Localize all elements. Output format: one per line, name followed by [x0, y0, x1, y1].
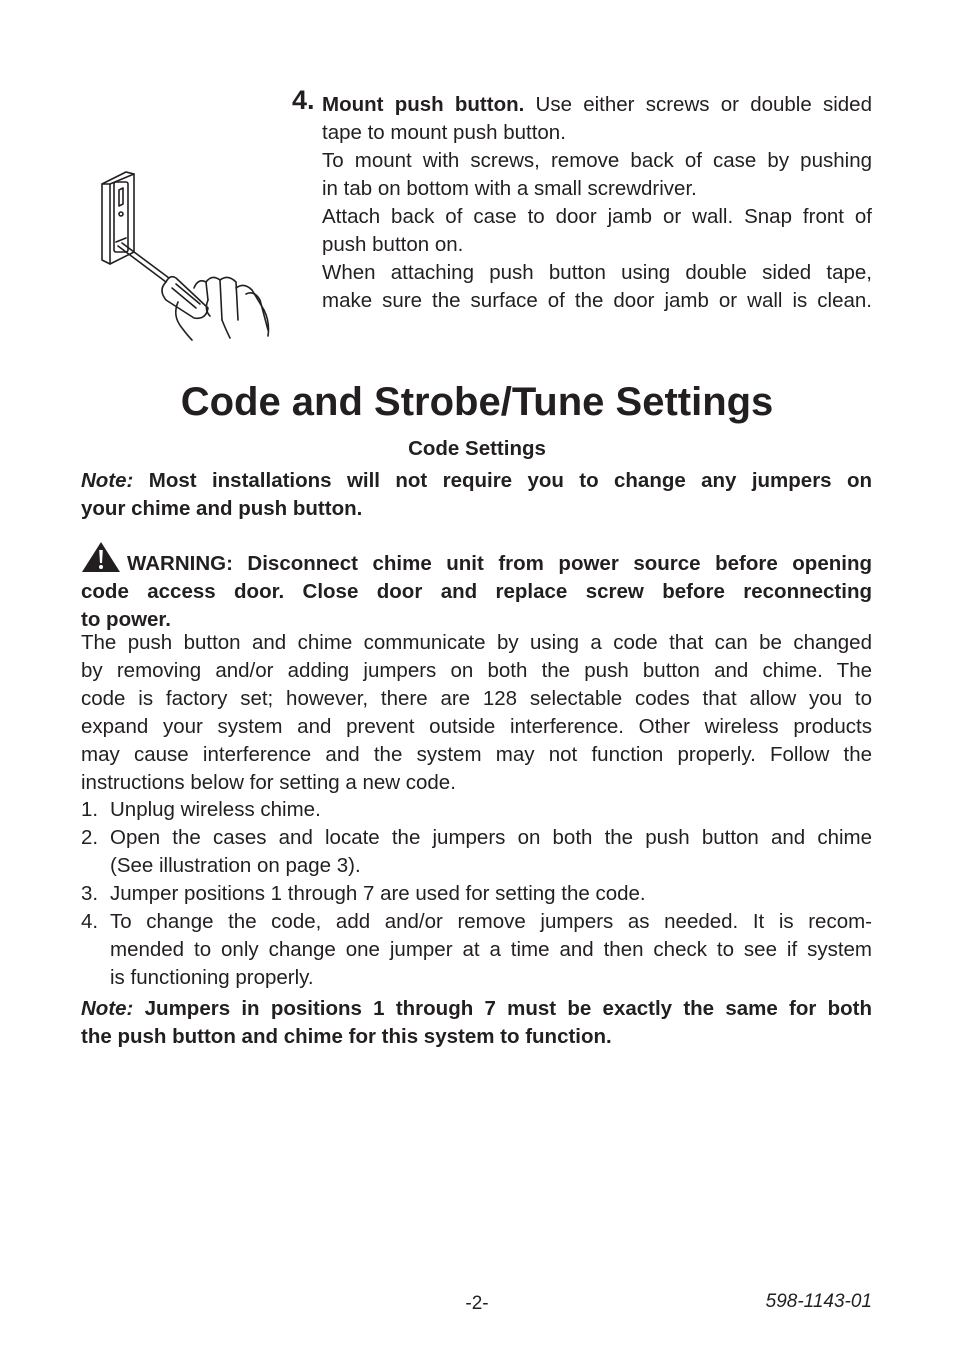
note-1: [81, 467, 872, 523]
step-4-line: tape to mount push button.: [322, 121, 566, 144]
note-label: Note:: [81, 997, 134, 1020]
list-line: Unplug wireless chime.: [110, 798, 321, 821]
list-line: To change the code, add and/or remove jumpers as needed. It is recom-: [110, 910, 872, 933]
step-4-line: Use either screws or double sided: [524, 93, 872, 116]
step-4-line: in tab on bottom with a small screwdriver.: [322, 177, 697, 200]
warning-line: to power.: [81, 608, 171, 631]
step-4-line: To mount with screws, remove back of case by pushing: [322, 149, 872, 172]
body-paragraph: [81, 629, 872, 797]
note-label: Note:: [81, 469, 134, 492]
step-4-line: push button on.: [322, 233, 464, 256]
document-code: 598-1143-01: [765, 1291, 872, 1312]
list-number: 2.: [81, 826, 99, 849]
list-line: (See illustration on page 3).: [110, 854, 361, 877]
step-4-line: make sure the surface of the door jamb or wall is clean.: [322, 289, 872, 312]
warning-triangle-icon: [81, 541, 121, 573]
step-4-heading: Mount push button.: [322, 93, 525, 116]
step-4-number: 4.: [292, 85, 315, 115]
body-line: may cause interference and the system may not function properly. Follow the: [81, 743, 872, 766]
body-line: The push button and chime communicate by using a code that can be changed: [81, 631, 872, 654]
list-item: [81, 824, 872, 880]
list-number: 1.: [81, 798, 99, 821]
section-subtitle: Code Settings: [408, 437, 546, 460]
step-4-line: Attach back of case to door jamb or wall. Snap front of: [322, 205, 872, 228]
note-1-line: your chime and push button.: [81, 497, 363, 520]
note-2-line: Jumpers in positions 1 through 7 must be exactly the same for both: [133, 997, 872, 1020]
list-item: [81, 796, 872, 824]
warning-line: WARNING: Disconnect chime unit from power source before opening: [127, 552, 872, 575]
list-item: [81, 908, 872, 992]
warning-block: [81, 541, 872, 634]
list-line: is functioning properly.: [110, 966, 314, 989]
note-2: [81, 995, 872, 1051]
body-line: instructions below for setting a new code.: [81, 771, 456, 794]
page-number: -2-: [465, 1293, 489, 1314]
section-title: Code and Strobe/Tune Settings: [180, 380, 774, 424]
list-number: 3.: [81, 882, 99, 905]
warning-line: code access door. Close door and replace screw before reconnecting: [81, 580, 872, 603]
body-line: code is factory set; however, there are 128 selectable codes that allow you to: [81, 687, 872, 710]
step-4-line: When attaching push button using double sided tape,: [322, 261, 872, 284]
note-1-line: Most installations will not require you to change any jumpers on: [133, 469, 872, 492]
list-number: 4.: [81, 910, 99, 933]
body-line: by removing and/or adding jumpers on both the push button and chime. The: [81, 659, 872, 682]
hand-screwdriver-icon: [96, 170, 276, 342]
steps-list: [81, 796, 872, 992]
note-2-line: the push button and chime for this system to function.: [81, 1025, 612, 1048]
list-line: mended to only change one jumper at a time and then check to see if system: [110, 938, 872, 961]
list-line: Open the cases and locate the jumpers on both the push button and chime: [110, 826, 872, 849]
step-4-text: [322, 91, 872, 315]
list-item: [81, 880, 872, 908]
list-line: Jumper positions 1 through 7 are used for setting the code.: [110, 882, 646, 905]
body-line: expand your system and prevent outside interference. Other wireless products: [81, 715, 872, 738]
